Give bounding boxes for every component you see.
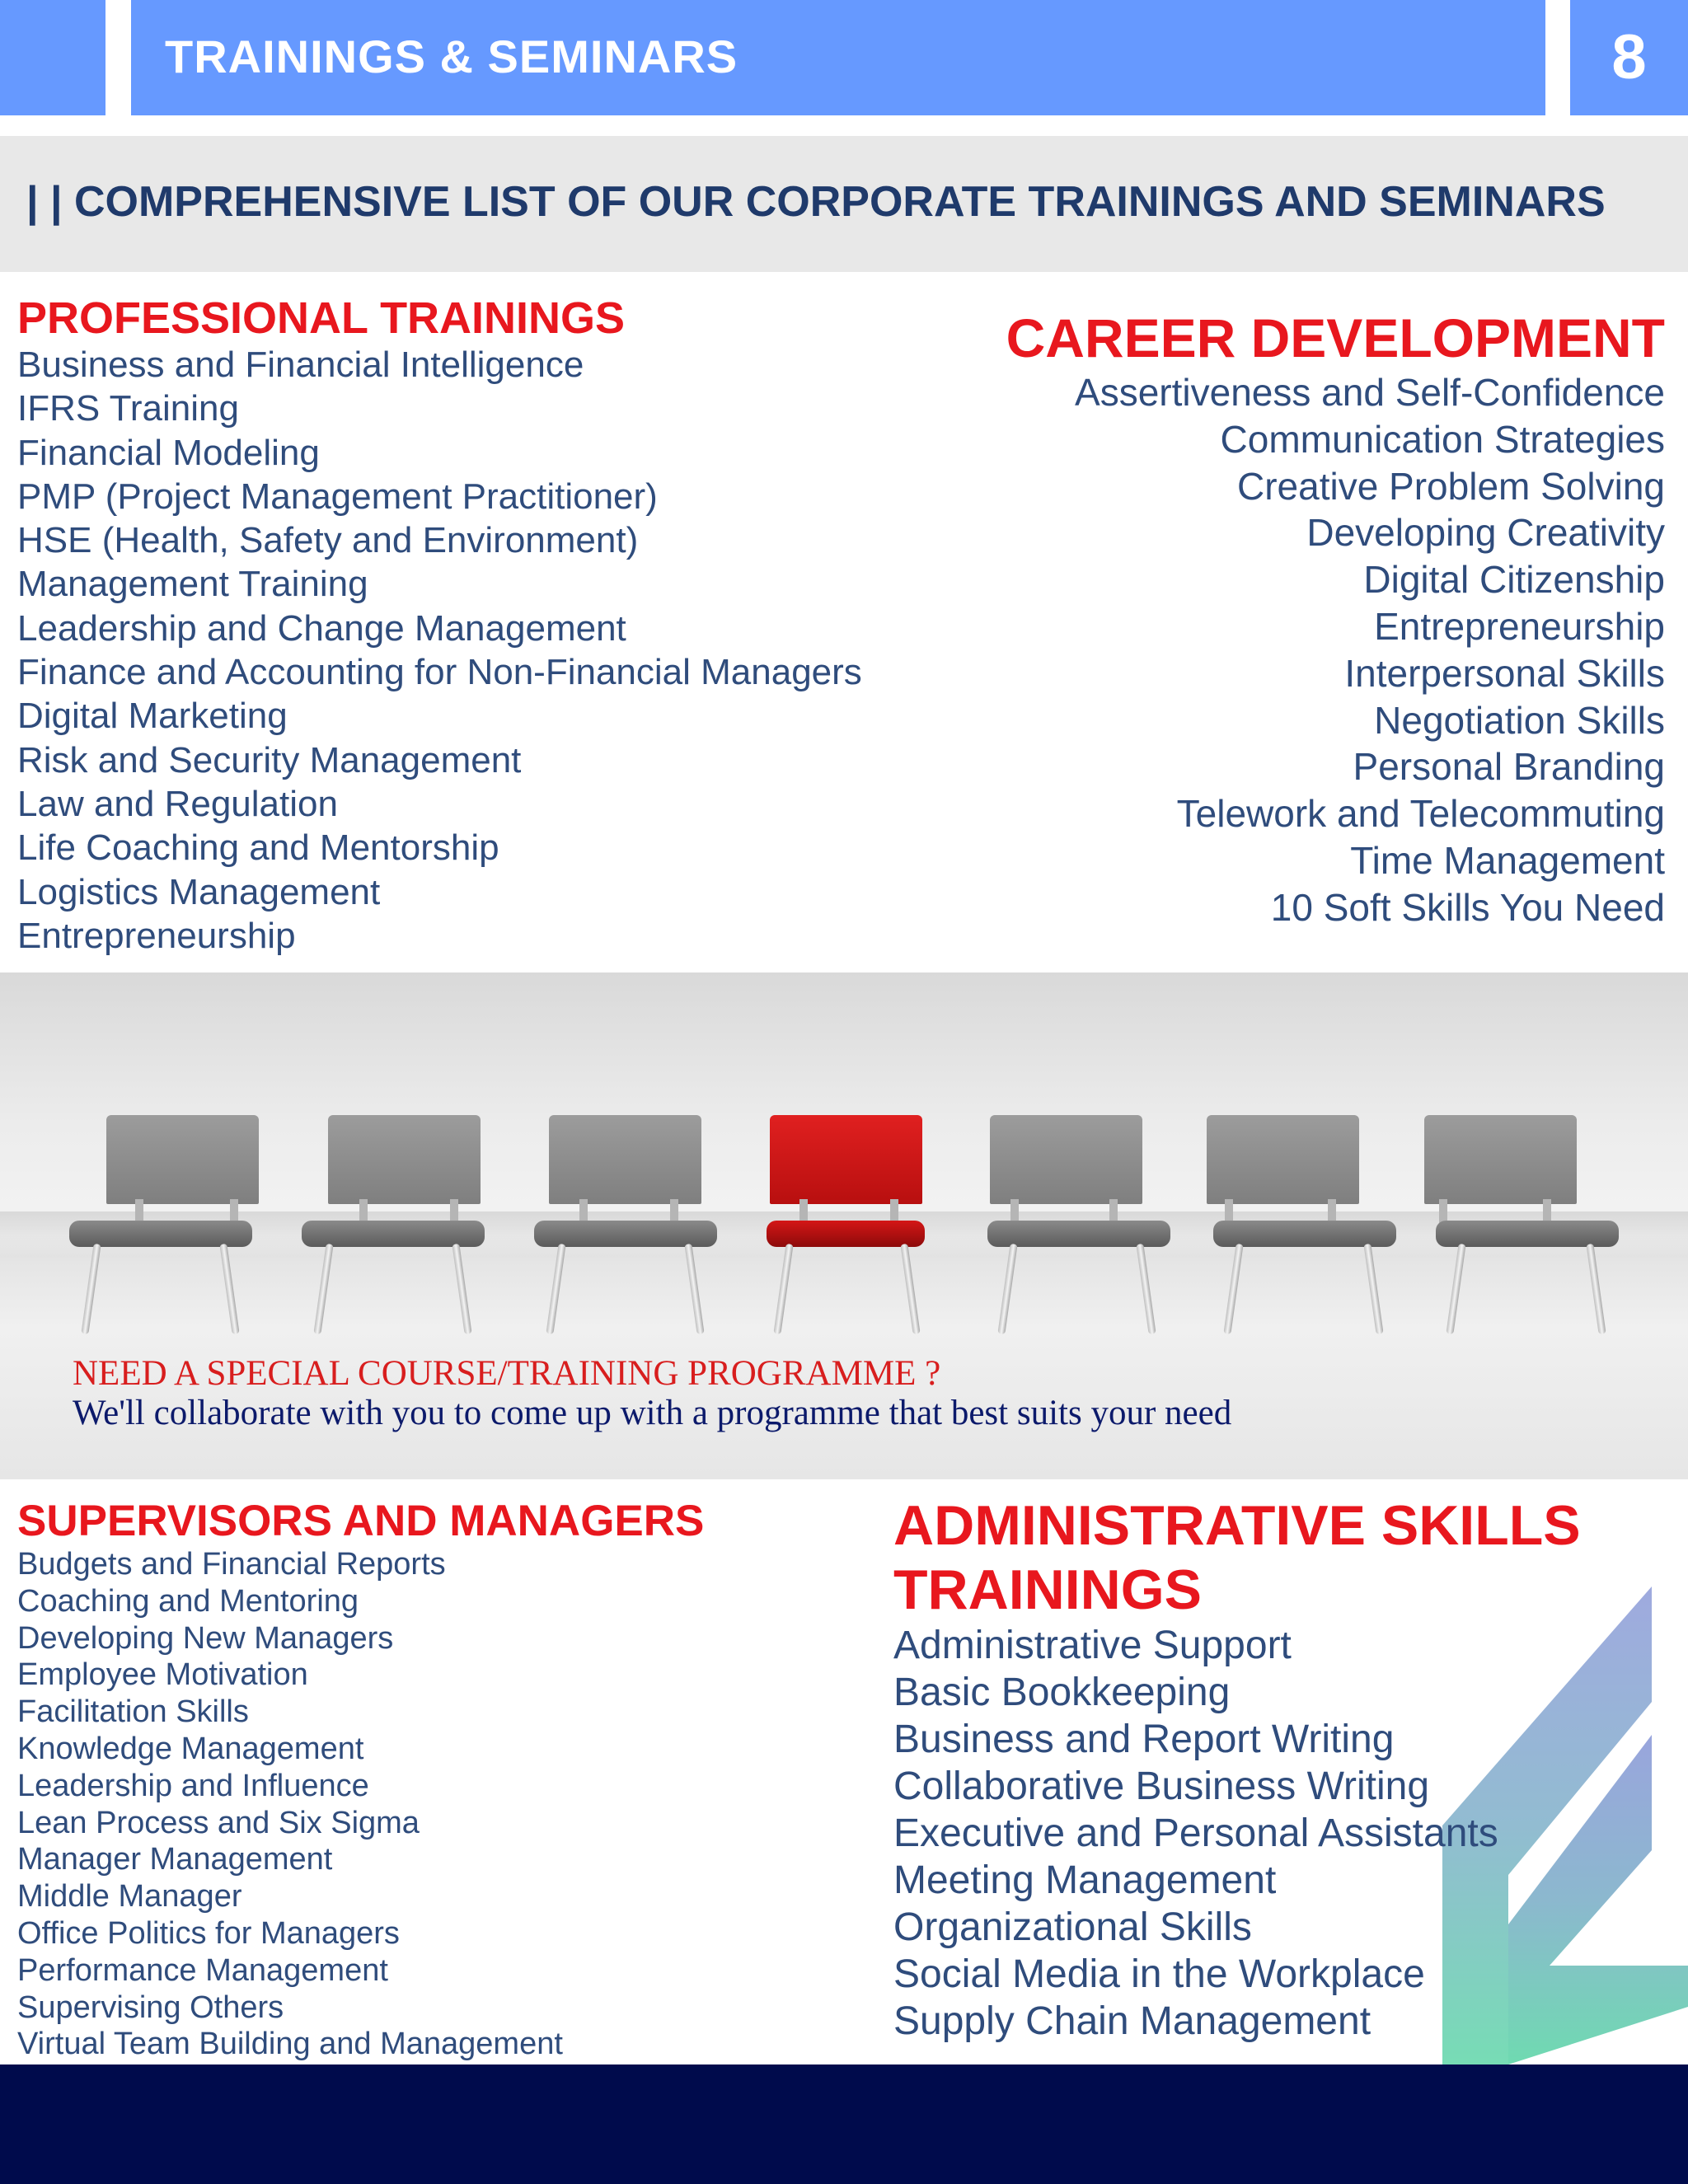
list-item: Personal Branding	[1353, 745, 1665, 789]
chairs-photo	[0, 972, 1688, 1479]
list-item: Digital Citizenship	[1363, 558, 1665, 602]
list-item: Entrepreneurship	[17, 915, 296, 956]
professional-trainings-section	[17, 293, 862, 958]
list-item: Facilitation Skills	[17, 1694, 249, 1730]
list-item: Supply Chain Management	[893, 1999, 1372, 2043]
list-item: Leadership and Influence	[17, 1768, 369, 1803]
list-item: Communication Strategies	[1220, 417, 1665, 461]
list-item: Lean Process and Six Sigma	[17, 1805, 420, 1840]
page-number: 8	[1611, 22, 1647, 92]
list-item: Assertiveness and Self-Confidence	[1075, 371, 1665, 414]
gray-chair	[1428, 1115, 1611, 1329]
list-item: Organizational Skills	[893, 1905, 1252, 1949]
list-item: Meeting Management	[893, 1858, 1277, 1902]
gray-chair	[1208, 1115, 1391, 1329]
header-title-block	[131, 0, 1545, 115]
career-development-section	[1006, 307, 1665, 931]
gray-chair	[69, 1115, 252, 1329]
career-development-title: CAREER DEVELOPMENT	[1006, 307, 1665, 368]
list-item: Risk and Security Management	[17, 739, 522, 780]
list-item: Administrative Support	[893, 1624, 1292, 1667]
administrative-skills-title-line2: TRAININGS	[893, 1558, 1202, 1621]
career-development-list	[1006, 369, 1665, 931]
list-item: Virtual Team Building and Management	[17, 2027, 563, 2062]
list-item: Finance and Accounting for Non-Financial Managers	[17, 652, 862, 693]
supervisors-managers-list	[17, 1546, 704, 2063]
list-item: HSE (Health, Safety and Environment)	[17, 520, 639, 561]
list-item: Office Politics for Managers	[17, 1915, 400, 1951]
professional-trainings-list	[17, 343, 862, 958]
supervisors-managers-title: SUPERVISORS AND MANAGERS	[17, 1497, 705, 1545]
list-item: PMP (Project Management Practitioner)	[17, 476, 658, 517]
administrative-skills-title-line1: ADMINISTRATIVE SKILLS	[893, 1494, 1581, 1557]
administrative-skills-list	[893, 1622, 1581, 2045]
list-item: Executive and Personal Assistants	[893, 1811, 1498, 1855]
list-item: Leadership and Change Management	[17, 607, 626, 649]
special-course-question: NEED A SPECIAL COURSE/TRAINING PROGRAMME ?	[73, 1354, 941, 1393]
professional-trainings-title: PROFESSIONAL TRAININGS	[17, 293, 626, 343]
banner-heading: | | COMPREHENSIVE LIST OF OUR CORPORATE TRAININGS AND SEMINARS	[26, 178, 1606, 226]
list-item: Manager Management	[17, 1842, 333, 1877]
list-item: Knowledge Management	[17, 1731, 364, 1766]
list-item: Budgets and Financial Reports	[17, 1547, 446, 1582]
list-item: Business and Report Writing	[893, 1718, 1395, 1761]
list-item: Employee Motivation	[17, 1657, 308, 1693]
list-item: Digital Marketing	[17, 696, 288, 737]
list-item: Performance Management	[17, 1952, 388, 1988]
list-item: Developing Creativity	[1306, 511, 1665, 555]
red-chair	[767, 1115, 950, 1329]
supervisors-managers-section	[17, 1497, 704, 2063]
list-item: Middle Manager	[17, 1879, 242, 1915]
page-number-block	[1570, 0, 1688, 115]
list-item: Social Media in the Workplace	[893, 1952, 1425, 1996]
gray-chair	[986, 1115, 1169, 1329]
list-item: Time Management	[1350, 838, 1665, 882]
header-left-block	[0, 0, 106, 115]
list-item: Business and Financial Intelligence	[17, 344, 584, 385]
list-item: Coaching and Mentoring	[17, 1583, 359, 1619]
page-title: TRAININGS & SEMINARS	[165, 30, 738, 82]
list-item: Entrepreneurship	[1374, 604, 1665, 648]
special-course-answer: We'll collaborate with you to come up with a programme that best suits your need	[73, 1394, 1232, 1432]
list-item: Financial Modeling	[17, 432, 320, 473]
list-item: Basic Bookkeeping	[893, 1671, 1231, 1714]
list-item: Developing New Managers	[17, 1620, 394, 1656]
footer-bar	[0, 2064, 1688, 2184]
list-item: Supervising Others	[17, 1990, 284, 2025]
list-item: 10 Soft Skills You Need	[1270, 885, 1665, 929]
section-banner	[0, 136, 1688, 272]
list-item: Negotiation Skills	[1374, 698, 1665, 742]
list-item: Logistics Management	[17, 871, 381, 912]
list-item: Life Coaching and Mentorship	[17, 827, 499, 869]
administrative-skills-section	[893, 1493, 1581, 2045]
list-item: Creative Problem Solving	[1236, 464, 1665, 508]
list-item: Law and Regulation	[17, 783, 338, 824]
list-item: IFRS Training	[17, 388, 239, 429]
list-item: Interpersonal Skills	[1344, 651, 1665, 695]
gray-chair	[534, 1115, 717, 1329]
list-item: Telework and Telecommuting	[1176, 792, 1665, 836]
list-item: Collaborative Business Writing	[893, 1765, 1430, 1808]
gray-chair	[302, 1115, 485, 1329]
list-item: Management Training	[17, 564, 368, 605]
